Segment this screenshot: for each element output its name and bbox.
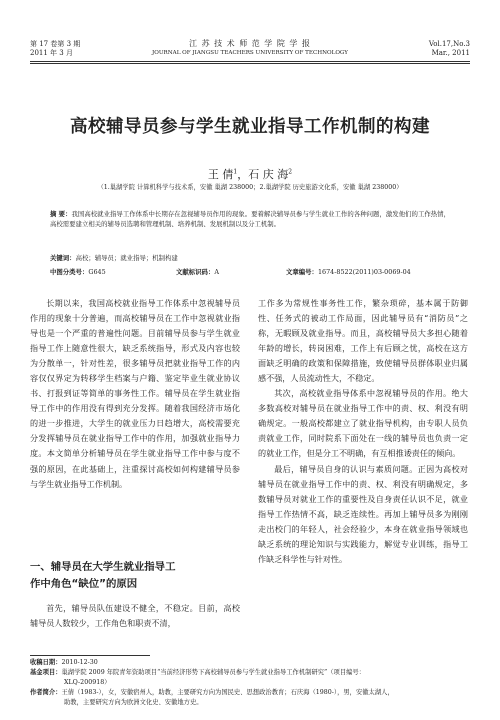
issue-info [30,40,80,58]
header-rule-bottom [30,63,470,64]
abstract-label: 摘 要： [50,210,72,218]
body-right-column [258,296,468,567]
art-label: 文章编号： [286,268,318,276]
clc-label: 中图分类号： [50,268,89,276]
author-2-sup: 2 [288,168,293,176]
section-heading-1 [30,559,240,593]
footnotes [30,658,470,708]
article-number [286,267,411,276]
abstract-text: 我国高校就业指导工作体系中长期存在忽视辅导员作用的现象。要着解决辅导员参与学生就业工作的各种问题，激发他们的工作热情，高校需要建立相关的辅导员选聘和管理机制、培养机制、发展机制以及分工机制。 [50,210,450,228]
footnote-rule [30,655,150,656]
received-date: 收稿日期：2010-12-30 [30,659,98,666]
body-paragraph: 最后，辅导员自身的认识与素质问题。正因为高校对辅导员在就业指导工作中的责、权、利没有明确规定，多数辅导员对就业工作的重要性及自身责任认识不足，就业指导工作热情不高，缺乏连续性。再加上辅导员多为刚刚走出校门的年轻人，社会经验少，本身在就业指导领域也缺乏系统的理论知识与实践能力，解觉专业训练，指导工作缺乏科学性与针对性。 [258,463,468,564]
author-1: 王 倩 [207,168,234,181]
journal-cn: 江 苏 技 术 师 范 学 院 学 报 [189,39,311,48]
body-paragraph: 其次，高校就业指导体系中忽视辅导员的作用。绝大多数高校对辅导员在就业指导工作中的责、权、利没有明确规定。一般高校都建立了就业指导机构，由专职人员负责就业工作，同时院系下面处在一线的辅导员也负责一定的就业工作，但是分工不明确，有互相推诿责任的倾向。 [258,388,468,459]
date-cn: 2011 年 3 月 [30,49,73,57]
journal-en: JOURNAL OF JIANGSU TEACHERS UNIVERSITY OF TECHNOLOGY [152,50,348,56]
body-paragraph: 长期以来，我国高校就业指导工作体系中忽视辅导员作用的现象十分普遍，而高校辅导员在工作中忽视就业指导也是一个严重的普遍性问题。目前辅导员参与学生就业指导工作上随意性很大，缺乏系统指导，形式及内容也较为分散单一，针对性差，很多辅导员把就业指导工作的内容仅仅界定为转移学生档案与户籍、鉴定毕业生就业协议书、打报到证等简单的事务性工作。辅导员在学生就业指导工作中的作用没有得到充分发挥。随着我国经济市场化的进一步推进，大学生的就业压力日趋增大，高校需要充分发挥辅导员在就业指导工作中的作用，加强就业指导力度。本文简单分析辅导员在学生就业指导工作中参与度不强的原因，在此基础上，注重探讨高校如何构建辅导员参与学生就业指导工作机制。 [30,298,240,489]
date-en: Mar., 2011 [431,49,470,57]
body-paragraph: 工作多为常规性事务性工作，繁杂琐碎，基本属于防御性、任务式的被动工作局面，因此辅导员有“消防员”之称，无暇顾及就业指导。而且，高校辅导员大多担心随着年龄的增长，转岗困难，工作上有后顾之忧，高校在这方面缺乏明确的政策和保障措施，致使辅导员群体职业归属感不强，人员流动性大，不稳定。 [258,298,468,384]
section-heading-line-1: 一、辅导员在大学生就业指导工 [30,561,176,573]
keywords-text: 高校；辅导员；就业指导；机制构建 [75,254,178,262]
art-value: 1674-8522(2011)03-0069-04 [317,268,411,276]
keywords [50,253,450,262]
author-bio: 作者简介：王倩（1983-），女，安徽宿州人，助教，主要研究方向为国民史、思想政治教育；石庆海（1980-），男，安徽太湖人， [30,689,394,696]
clc-number [50,267,106,276]
doc-value: A [214,268,219,276]
issue-cn: 第 17 卷第 3 期 [30,40,81,48]
section-heading-line-2: 作中角色“缺位”的原因 [30,578,138,590]
clc-value: G645 [88,268,106,276]
affiliation: （1.巢湖学院 计算机科学与技术系，安徽 巢湖 238000；2.巢湖学院 历史旅游文化系，安徽 巢湖 238000） [97,184,403,191]
paper-title: 高校辅导员参与学生就业指导工作机制的构建 [70,117,430,137]
volume-info [429,40,470,58]
vol-en: Vol.17,No.3 [428,40,470,48]
author-2: 石 庆 海 [248,168,289,181]
body-left-column [30,296,240,492]
doc-code [176,267,219,276]
authors [30,166,470,182]
journal-name [130,39,370,57]
author-sep: ， [237,168,249,181]
header-rule-top [30,61,470,62]
doc-label: 文献标识码： [176,268,215,276]
abstract [50,209,450,229]
fund-info: 基金项目：巢湖学院 2009 年院青年资助项目“当前经济形势下高校辅导员参与学生就业指导工作机制研究”（项目编号： [30,669,366,676]
keywords-label: 关键词： [50,254,76,262]
author-1-sup: 1 [233,168,238,176]
body-paragraph: 首先，辅导员队伍建设不健全，不稳定。目前，高校辅导员人数较少，工作角色和职责不清， [30,603,240,629]
body-left-column-2 [30,601,240,631]
author-bio-cont: 助教，主要研究方向为欧洲文化史、安徽地方史。 [64,699,203,706]
fund-info-cont: XLQ-200918） [64,679,111,686]
